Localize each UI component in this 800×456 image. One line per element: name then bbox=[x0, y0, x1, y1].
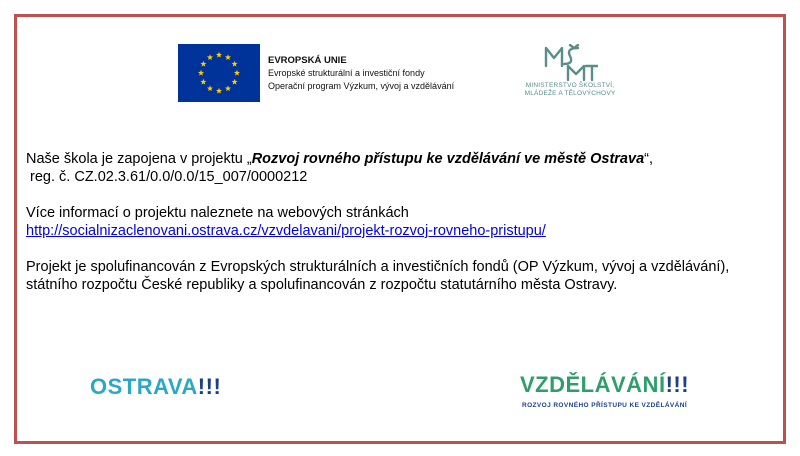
ostrava-bang: !!! bbox=[197, 374, 222, 399]
vzdelavani-subtitle: ROZVOJ ROVNÉHO PŘÍSTUPU KE VZDĚLÁVÁNÍ bbox=[522, 402, 688, 409]
eu-star-icon bbox=[200, 61, 206, 67]
eu-logo-block bbox=[178, 44, 454, 102]
eu-stars bbox=[178, 44, 260, 102]
vzdelavani-wordmark bbox=[520, 372, 689, 398]
eu-text bbox=[268, 54, 454, 93]
eu-star-icon bbox=[198, 70, 204, 76]
paragraph-funding: Projekt je spolufinancován z Evropských strukturálních a investičních fondů (OP Výzkum, vývoj a vzdělávání), státního rozpočtu České republiky a spolufinancován z rozpočtu statutárního města Ostravy. bbox=[26, 259, 730, 293]
eu-star-icon bbox=[200, 79, 206, 85]
ostrava-logo bbox=[90, 374, 221, 400]
msmt-text-line-2: MLÁDEŽE A TĚLOVÝCHOVY bbox=[524, 90, 616, 97]
eu-star-icon bbox=[234, 70, 240, 76]
eu-star-icon bbox=[216, 52, 222, 58]
paragraph-project bbox=[26, 150, 766, 186]
eu-star-icon bbox=[232, 61, 238, 67]
vzdelavani-logo bbox=[520, 372, 689, 409]
project-suffix: “, bbox=[644, 151, 653, 167]
eu-flag-icon bbox=[178, 44, 260, 102]
ostrava-word: OSTRAVA bbox=[90, 374, 198, 399]
eu-star-icon bbox=[232, 79, 238, 85]
eu-star-icon bbox=[207, 85, 213, 91]
msmt-text-line-1: MINISTERSTVO ŠKOLSTVÍ, bbox=[525, 82, 615, 89]
project-link[interactable]: http://socialnizaclenovani.ostrava.cz/vzvdelavani/projekt-rozvoj-rovneho-pristupu/ bbox=[26, 223, 546, 239]
project-prefix: Naše škola je zapojena v projektu „ bbox=[26, 151, 252, 167]
msmt-logo-block bbox=[510, 44, 630, 108]
eu-star-icon bbox=[225, 85, 231, 91]
project-registration: reg. č. CZ.02.3.61/0.0/0.0/15_007/0000212 bbox=[30, 169, 308, 185]
vzdelavani-word: VZDĚLÁVÁNÍ bbox=[520, 372, 666, 397]
eu-line-2: Operační program Výzkum, vývoj a vzdělávání bbox=[268, 80, 455, 91]
content bbox=[26, 150, 766, 312]
vzdelavani-bang: !!! bbox=[665, 372, 690, 397]
eu-title: EVROPSKÁ UNIE bbox=[268, 54, 347, 66]
info-text: Více informací o projektu naleznete na webových stránkách bbox=[26, 205, 409, 221]
eu-star-icon bbox=[225, 54, 231, 60]
eu-star-icon bbox=[207, 54, 213, 60]
msmt-logo-icon bbox=[542, 44, 598, 82]
paragraph-info bbox=[26, 204, 766, 240]
project-name: Rozvoj rovného přístupu ke vzdělávání ve městě Ostrava bbox=[251, 151, 645, 167]
eu-line-1: Evropské strukturální a investiční fondy bbox=[268, 67, 425, 78]
eu-star-icon bbox=[216, 88, 222, 94]
